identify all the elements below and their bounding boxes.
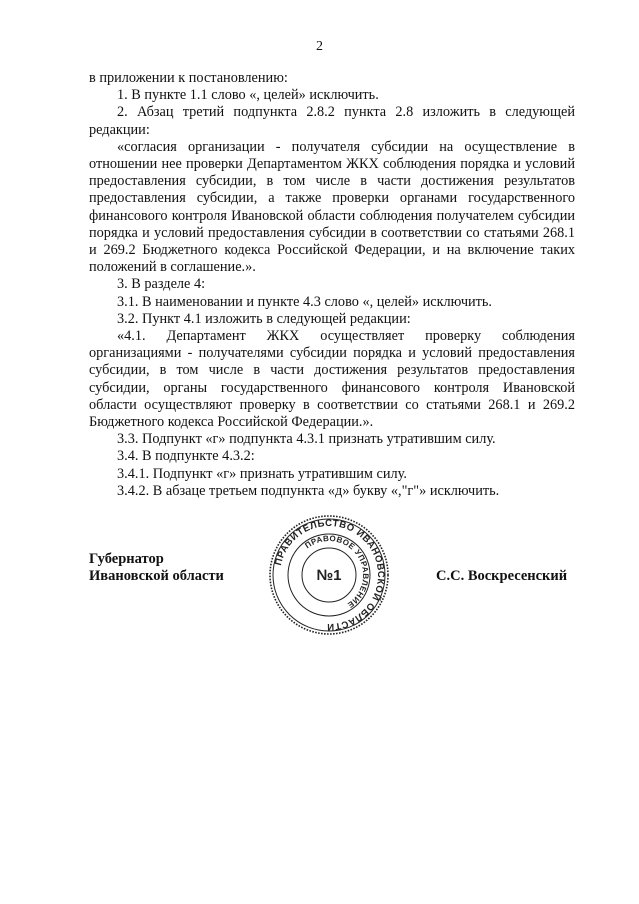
- stamp-center-text: №1: [316, 567, 342, 584]
- stamp-outer-text: ПРАВИТЕЛЬСТВО ИВАНОВСКОЙ ОБЛАСТИ: [272, 517, 387, 633]
- document-body: [89, 70, 575, 500]
- official-stamp-icon: [268, 514, 390, 636]
- signature-position-line2: Ивановской области: [89, 568, 224, 584]
- signature-position: [89, 551, 224, 585]
- paragraph-quote-1: «согласия организации - получателя субсидии на осуществление в отношении нее проверки Департаментом ЖКХ соблюдения порядка и условий предоставления субсидии, в том числе в части достижения результатов предоставления субсидии, а также проверки органами государственного финансового контроля Ивановской области соблюдения получателем субсидии порядка и условий предоставления субсидии в соответствии со статьями 268.1 и 269.2 Бюджетного кодекса Российской Федерации, и на включение таких положений в соглашение.».: [89, 138, 575, 276]
- paragraph-item-3-4-2: 3.4.2. В абзаце третьем подпункта «д» букву «,"г"» исключить.: [117, 482, 500, 499]
- stamp-inner-text: ПРАВОВОЕ УПРАВЛЕНИЕ: [303, 533, 371, 610]
- paragraph-item-1: 1. В пункте 1.1 слово «, целей» исключить.: [117, 87, 379, 104]
- paragraph-item-3-2: 3.2. Пункт 4.1 изложить в следующей редакции:: [117, 310, 411, 327]
- paragraph-item-3-4: 3.4. В подпункте 4.3.2:: [117, 448, 255, 465]
- paragraph-item-3-1: 3.1. В наименовании и пункте 4.3 слово «, целей» исключить.: [117, 293, 492, 310]
- paragraph-quote-2: «4.1. Департамент ЖКХ осуществляет проверку соблюдения организациями - получателями субсидии порядка и условий предоставления субсидии, в том числе в части достижения результатов предоставления субсидии, органы государственного финансового контроля Ивановской области осуществляют проверку в соответствии со статьями 268.1 и 269.2 Бюджетного кодекса Российской Федерации.».: [89, 328, 575, 431]
- paragraph-intro: в приложении к постановлению:: [89, 70, 288, 86]
- signature-name: С.С. Воскресенский: [436, 568, 568, 584]
- signature-position-line1: Губернатор: [89, 551, 164, 567]
- paragraph-item-3-4-1: 3.4.1. Подпункт «г» признать утратившим силу.: [117, 465, 407, 482]
- paragraph-item-2: 2. Абзац третий подпункта 2.8.2 пункта 2.8 изложить в следующей редакции:: [89, 104, 575, 138]
- paragraph-item-3: 3. В разделе 4:: [117, 276, 206, 293]
- page-number: 2: [316, 39, 323, 54]
- paragraph-item-3-3: 3.3. Подпункт «г» подпункта 4.3.1 признать утратившим силу.: [117, 431, 496, 448]
